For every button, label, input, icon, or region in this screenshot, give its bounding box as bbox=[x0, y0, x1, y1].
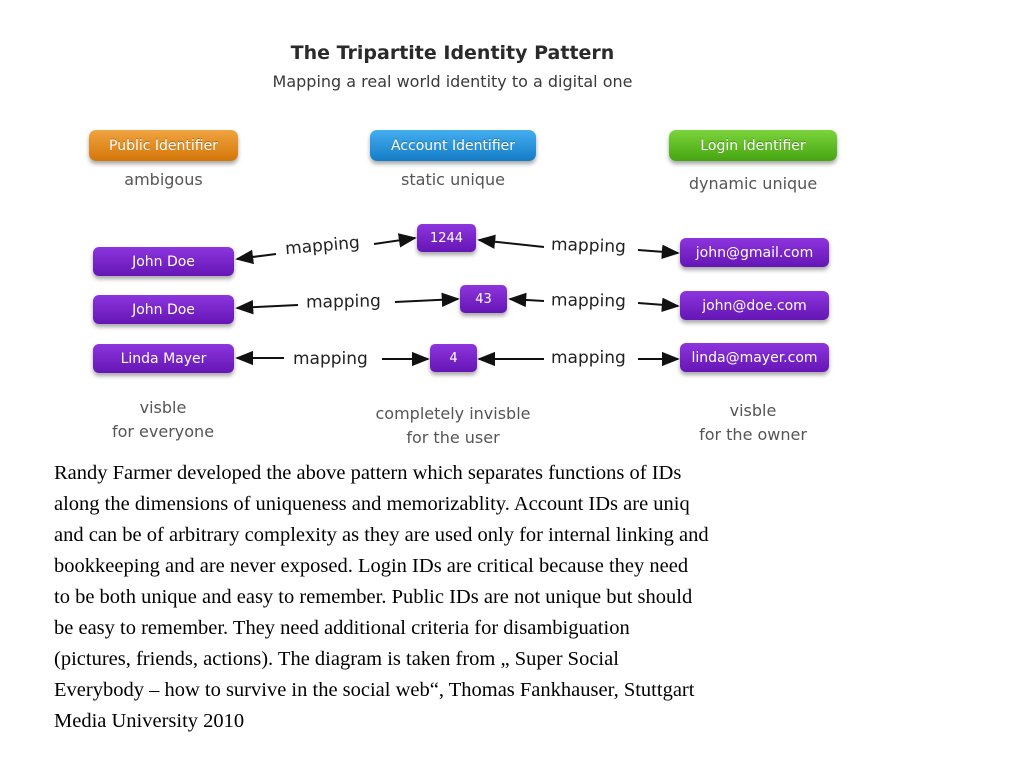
mapping-label: mapping bbox=[550, 290, 627, 312]
diagram-title: The Tripartite Identity Pattern bbox=[290, 42, 615, 64]
login-identifier-header: Login Identifier bbox=[669, 130, 837, 161]
account-id-node: 43 bbox=[460, 285, 507, 313]
account-identifier-header: Account Identifier bbox=[370, 130, 536, 161]
public-identifier-footer bbox=[73, 396, 253, 444]
arrow-row1-to-login bbox=[638, 250, 678, 253]
login-id-node: john@gmail.com bbox=[680, 238, 829, 267]
public-identifier-caption: ambigous bbox=[124, 170, 203, 189]
mapping-label: mapping bbox=[305, 291, 382, 313]
mapping-label: mapping bbox=[293, 349, 368, 369]
description-line: along the dimensions of uniqueness and memorizablity. Account IDs are uniq bbox=[54, 493, 690, 515]
description-line: to be both unique and easy to remember. Public IDs are not unique but should bbox=[54, 586, 693, 608]
login-identifier-footer bbox=[663, 399, 843, 447]
arrow-row1-to-account-right bbox=[479, 240, 544, 247]
arrow-row1-to-public bbox=[237, 254, 276, 259]
description-line: Media University 2010 bbox=[54, 710, 245, 732]
login-id-node: linda@mayer.com bbox=[680, 343, 829, 372]
arrow-row2-to-account-left bbox=[395, 299, 458, 302]
footer-line: for the user bbox=[406, 428, 500, 447]
mapping-label: mapping bbox=[551, 348, 626, 368]
account-id-node: 4 bbox=[430, 344, 477, 372]
public-identifier-header: Public Identifier bbox=[89, 130, 238, 161]
footer-line: for the owner bbox=[699, 425, 807, 444]
public-id-node: Linda Mayer bbox=[93, 344, 234, 373]
footer-line: for everyone bbox=[111, 422, 215, 441]
account-identifier-footer bbox=[343, 402, 563, 450]
account-identifier-caption: static unique bbox=[401, 170, 505, 189]
description-line: Randy Farmer developed the above pattern which separates functions of IDs bbox=[54, 462, 682, 484]
mapping-label: mapping bbox=[284, 232, 361, 260]
footer-line: visble bbox=[139, 398, 187, 417]
footer-line: completely invisble bbox=[375, 404, 531, 423]
description-line: and can be of arbitrary complexity as they are used only for internal linking and bbox=[54, 524, 709, 546]
account-id-node: 1244 bbox=[417, 224, 476, 252]
public-id-node: John Doe bbox=[93, 295, 234, 324]
diagram-subtitle: Mapping a real world identity to a digital one bbox=[272, 72, 633, 91]
login-identifier-caption: dynamic unique bbox=[688, 174, 818, 193]
description-line: Everybody – how to survive in the social web“, Thomas Fankhauser, Stuttgart bbox=[54, 679, 695, 701]
footer-line: visble bbox=[729, 401, 777, 420]
description-paragraph bbox=[54, 458, 884, 737]
description-line: bookkeeping and are never exposed. Login IDs are critical because they need bbox=[54, 555, 689, 577]
arrow-row1-to-account-left bbox=[374, 238, 415, 244]
arrow-row2-to-account-right bbox=[510, 299, 544, 301]
login-id-node: john@doe.com bbox=[680, 291, 829, 320]
arrow-row2-to-login bbox=[638, 303, 678, 306]
public-id-node: John Doe bbox=[93, 247, 234, 276]
description-line: be easy to remember. They need additional criteria for disambiguation bbox=[54, 617, 630, 639]
mapping-label: mapping bbox=[550, 234, 627, 258]
description-line: (pictures, friends, actions). The diagram is taken from „ Super Social bbox=[54, 648, 619, 670]
arrow-row2-to-public bbox=[237, 305, 298, 308]
